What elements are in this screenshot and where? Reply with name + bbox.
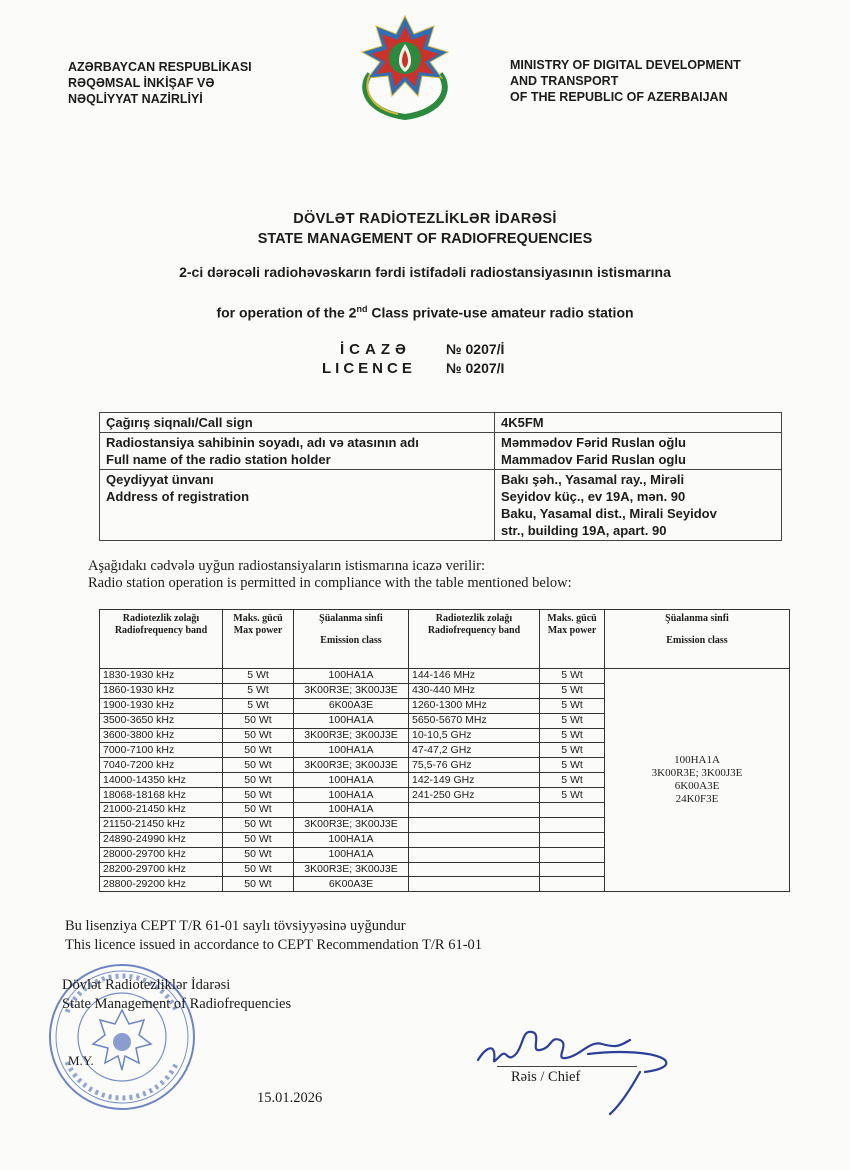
power-cell: 50 Wt <box>223 817 294 832</box>
power2-cell: 5 Wt <box>540 683 605 698</box>
band2-cell <box>409 847 540 862</box>
table-row <box>100 433 782 470</box>
signature-line <box>497 1066 637 1067</box>
power-cell: 50 Wt <box>223 788 294 803</box>
band-cell: 1900-1930 kHz <box>100 698 223 713</box>
emission-cell: 100HA1A <box>294 713 409 728</box>
power-cell: 50 Wt <box>223 758 294 773</box>
col-band: Radiotezlik zolağı Radiofrequency band <box>100 610 223 669</box>
band-cell: 3600-3800 kHz <box>100 728 223 743</box>
power-cell: 50 Wt <box>223 773 294 788</box>
frequency-table <box>99 609 790 892</box>
emission-cell: 100HA1A <box>294 788 409 803</box>
emission-cell: 3K00R3E; 3K00J3E <box>294 683 409 698</box>
emission-cell: 6K00A3E <box>294 698 409 713</box>
merged-emission-cell: 100HA1A 3K00R3E; 3K00J3E 6K00A3E 24K0F3E <box>605 669 790 892</box>
col-power: Maks. gücü Max power <box>223 610 294 669</box>
band2-cell: 430-440 MHz <box>409 683 540 698</box>
power-cell: 5 Wt <box>223 698 294 713</box>
band-cell: 28200-29700 kHz <box>100 862 223 877</box>
signatory-org: Dövlət Radiotezliklər İdarəsi State Management of Radiofrequencies <box>62 977 292 1012</box>
power2-cell: 5 Wt <box>540 713 605 728</box>
power-cell: 5 Wt <box>223 683 294 698</box>
emission-cell: 3K00R3E; 3K00J3E <box>294 728 409 743</box>
licence-label-en: LICENCE <box>322 360 416 377</box>
call-sign-value: 4K5FM <box>495 413 782 433</box>
power-cell: 5 Wt <box>223 669 294 684</box>
licence-number-az: № 0207/İ <box>446 341 505 357</box>
agency-title-en: STATE MANAGEMENT OF RADIOFREQUENCIES <box>257 231 593 247</box>
power-cell: 50 Wt <box>223 743 294 758</box>
band2-cell <box>409 862 540 877</box>
col-emission: Şüalanma sinfi Emission class <box>294 610 409 669</box>
emission-cell: 100HA1A <box>294 832 409 847</box>
emission-cell: 3K00R3E; 3K00J3E <box>294 817 409 832</box>
band-cell: 1830-1930 kHz <box>100 669 223 684</box>
emission-cell: 100HA1A <box>294 803 409 818</box>
call-sign-label: Çağırış siqnalı/Call sign <box>100 413 495 433</box>
power-cell: 50 Wt <box>223 847 294 862</box>
band-cell: 21150-21450 kHz <box>100 817 223 832</box>
power2-cell <box>540 803 605 818</box>
band-cell: 28800-29200 kHz <box>100 877 223 892</box>
table-row <box>100 470 782 541</box>
power2-cell <box>540 847 605 862</box>
power2-cell: 5 Wt <box>540 669 605 684</box>
emission-cell: 100HA1A <box>294 773 409 788</box>
power2-cell <box>540 877 605 892</box>
band-cell: 21000-21450 kHz <box>100 803 223 818</box>
band-cell: 24890-24990 kHz <box>100 832 223 847</box>
power2-cell <box>540 832 605 847</box>
power2-cell: 5 Wt <box>540 788 605 803</box>
purpose-az: 2-ci dərəcəli radiohəvəskarın fərdi istifadəli radiostansiyasının istismarına <box>179 264 671 280</box>
band2-cell <box>409 803 540 818</box>
power2-cell <box>540 817 605 832</box>
licence-label-az: İCAZƏ <box>340 341 411 358</box>
band-cell: 1860-1930 kHz <box>100 683 223 698</box>
band-cell: 14000-14350 kHz <box>100 773 223 788</box>
signatory-role: Rəis / Chief <box>511 1069 581 1085</box>
cept-note: Bu lisenziya CEPT T/R 61-01 saylı tövsiyyəsinə uyğundur This licence issued in accordance to CEPT Recommendation T/R 61-01 <box>65 918 483 953</box>
permission-note: Aşağıdakı cədvələ uyğun radiostansiyaların istismarına icazə verilir: Radio station operation is permitted in compliance with the table mentioned below: <box>88 558 572 591</box>
table-row <box>100 669 790 684</box>
band2-cell: 10-10,5 GHz <box>409 728 540 743</box>
emission-cell: 100HA1A <box>294 743 409 758</box>
band2-cell <box>409 877 540 892</box>
licence-number-en: № 0207/I <box>446 360 505 376</box>
table-row <box>100 413 782 433</box>
power-cell: 50 Wt <box>223 803 294 818</box>
col-emission2: Şüalanma sinfi Emission class <box>605 610 790 669</box>
table-header-row <box>100 610 790 669</box>
band2-cell: 241-250 GHz <box>409 788 540 803</box>
header-ministry-en: MINISTRY OF DIGITAL DEVELOPMENT AND TRANSPORT OF THE REPUBLIC OF AZERBAIJAN <box>510 58 741 104</box>
power2-cell <box>540 862 605 877</box>
emission-cell: 100HA1A <box>294 847 409 862</box>
band2-cell: 1260-1300 MHz <box>409 698 540 713</box>
holder-value: Məmmədov Fərid Ruslan oğlu Mammadov Farid Ruslan oglu <box>495 433 782 470</box>
emission-cell: 6K00A3E <box>294 877 409 892</box>
power2-cell: 5 Wt <box>540 758 605 773</box>
col-band2: Radiotezlik zolağı Radiofrequency band <box>409 610 540 669</box>
agency-title-az: DÖVLƏT RADİOTEZLİKLƏR İDARƏSİ <box>293 211 557 227</box>
band2-cell <box>409 817 540 832</box>
power-cell: 50 Wt <box>223 862 294 877</box>
band2-cell: 144-146 MHz <box>409 669 540 684</box>
col-power2: Maks. gücü Max power <box>540 610 605 669</box>
issue-date: 15.01.2026 <box>257 1090 323 1106</box>
holder-label: Radiostansiya sahibinin soyadı, adı və atasının adı Full name of the radio station holder <box>100 433 495 470</box>
address-value: Bakı şəh., Yasamal ray., Mirəli Seyidov küç., ev 19A, mən. 90 Baku, Yasamal dist., Mirali Seyidov str., building 19A, apart. 90 <box>495 470 782 541</box>
azerbaijan-emblem-icon <box>348 14 463 122</box>
power-cell: 50 Wt <box>223 713 294 728</box>
emission-cell: 3K00R3E; 3K00J3E <box>294 758 409 773</box>
band-cell: 7040-7200 kHz <box>100 758 223 773</box>
band2-cell <box>409 832 540 847</box>
emission-cell: 3K00R3E; 3K00J3E <box>294 862 409 877</box>
header-ministry-az: AZƏRBAYCAN RESPUBLİKASI RƏQƏMSAL İNKİŞAF VƏ NƏQLİYYAT NAZİRLİYİ <box>68 60 252 106</box>
band-cell: 3500-3650 kHz <box>100 713 223 728</box>
address-label: Qeydiyyat ünvanı Address of registration <box>100 470 495 541</box>
power-cell: 50 Wt <box>223 728 294 743</box>
band-cell: 7000-7100 kHz <box>100 743 223 758</box>
power2-cell: 5 Wt <box>540 743 605 758</box>
purpose-en: for operation of the 2nd Class private-use amateur radio station <box>216 304 634 321</box>
power-cell: 50 Wt <box>223 832 294 847</box>
emission-cell: 100HA1A <box>294 669 409 684</box>
seal-mark: M.Y. <box>68 1053 94 1068</box>
band2-cell: 75,5-76 GHz <box>409 758 540 773</box>
power2-cell: 5 Wt <box>540 698 605 713</box>
band2-cell: 47-47,2 GHz <box>409 743 540 758</box>
band-cell: 18068-18168 kHz <box>100 788 223 803</box>
power2-cell: 5 Wt <box>540 728 605 743</box>
holder-info-table <box>99 412 782 541</box>
band-cell: 28000-29700 kHz <box>100 847 223 862</box>
power2-cell: 5 Wt <box>540 773 605 788</box>
power-cell: 50 Wt <box>223 877 294 892</box>
band2-cell: 142-149 GHz <box>409 773 540 788</box>
handwritten-signature-icon <box>470 1010 670 1120</box>
band2-cell: 5650-5670 MHz <box>409 713 540 728</box>
